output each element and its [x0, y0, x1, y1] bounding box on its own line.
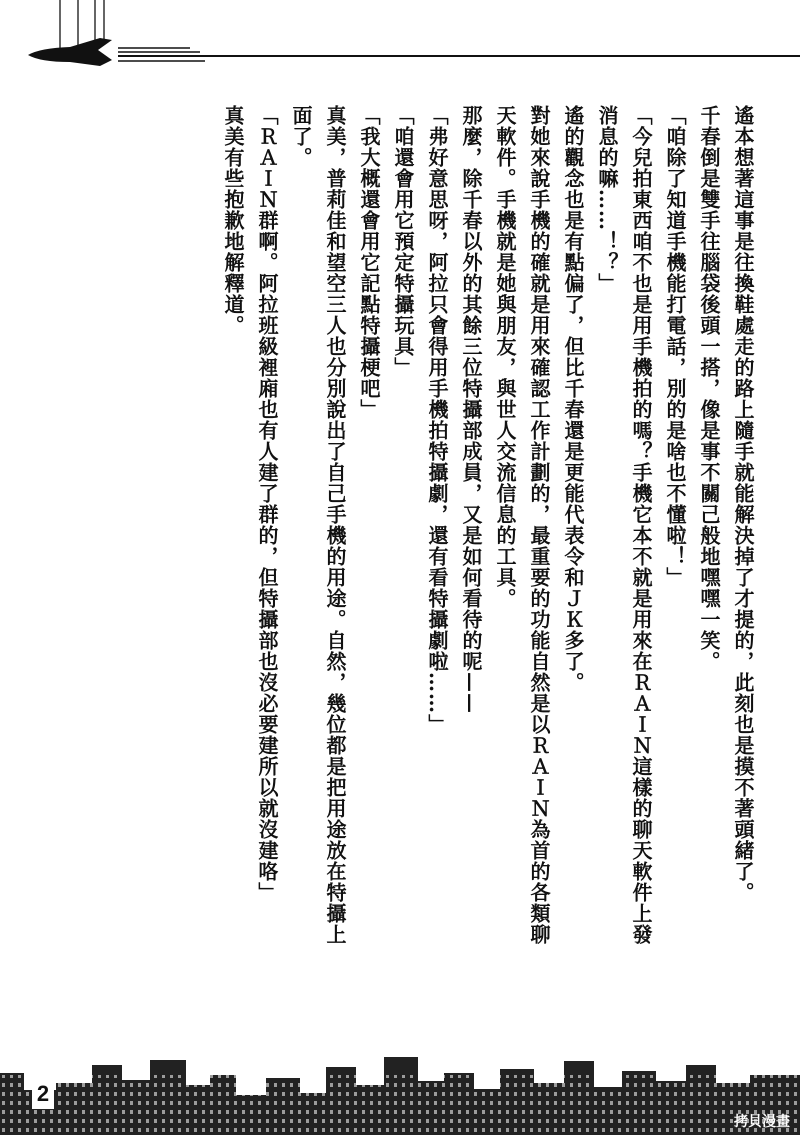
city-skyline-decoration — [0, 1045, 800, 1135]
paragraph: 「弗好意思呀，阿拉只會得用手機拍特攝劇，還有看特攝劇啦……」 — [425, 105, 449, 735]
paragraph: 「ＲＡＩＮ群啊。阿拉班級裡廂也有人建了群的，但特攝部也沒必要建所以就沒建咯」 — [255, 105, 279, 903]
watermark: 拷貝漫畫 — [734, 1113, 790, 1129]
paragraph: 真美有些抱歉地解釋道。 — [221, 105, 245, 336]
paragraph: 「咱還會用它預定特攝玩具」 — [391, 105, 415, 378]
vertical-text-body — [80, 105, 760, 945]
paragraph: 對她來說手機的確就是用來確認工作計劃的，最重要的功能自然是以ＲＡＩＮ為首的各類聊天軟件。手機就是她與朋友，與世人交流信息的工具。 — [493, 105, 551, 945]
paragraph: 千春倒是雙手往腦袋後頭一搭，像是事不關己般地嘿嘿一笑。 — [697, 105, 721, 672]
airplane-icon — [28, 38, 112, 66]
page-number: 2 — [32, 1079, 54, 1109]
paragraph: 「咱除了知道手機能打電話，別的是啥也不懂啦！」 — [663, 105, 687, 588]
paragraph: 那麼，除千春以外的其餘三位特攝部成員，又是如何看待的呢—— — [459, 105, 483, 714]
paragraph: 「我大概還會用它記點特攝梗吧」 — [357, 105, 381, 420]
paragraph: 遙的觀念也是有點偏了，但比千春還是更能代表令和ＪＫ多了。 — [561, 105, 585, 693]
paragraph: 「今兒拍東西咱不也是用手機拍的嗎？手機它本不就是用來在ＲＡＩＮ這樣的聊天軟件上發消息的嘛……！？」 — [595, 105, 653, 945]
paragraph: 真美，普莉佳和望空三人也分別說出了自己手機的用途。自然，幾位都是把用途放在特攝上面了。 — [289, 105, 347, 945]
header-airplane-decoration — [0, 0, 800, 80]
paragraph: 遙本想著這事是往換鞋處走的路上隨手就能解決掉了才提的，此刻也是摸不著頭緒了。 — [731, 105, 755, 903]
